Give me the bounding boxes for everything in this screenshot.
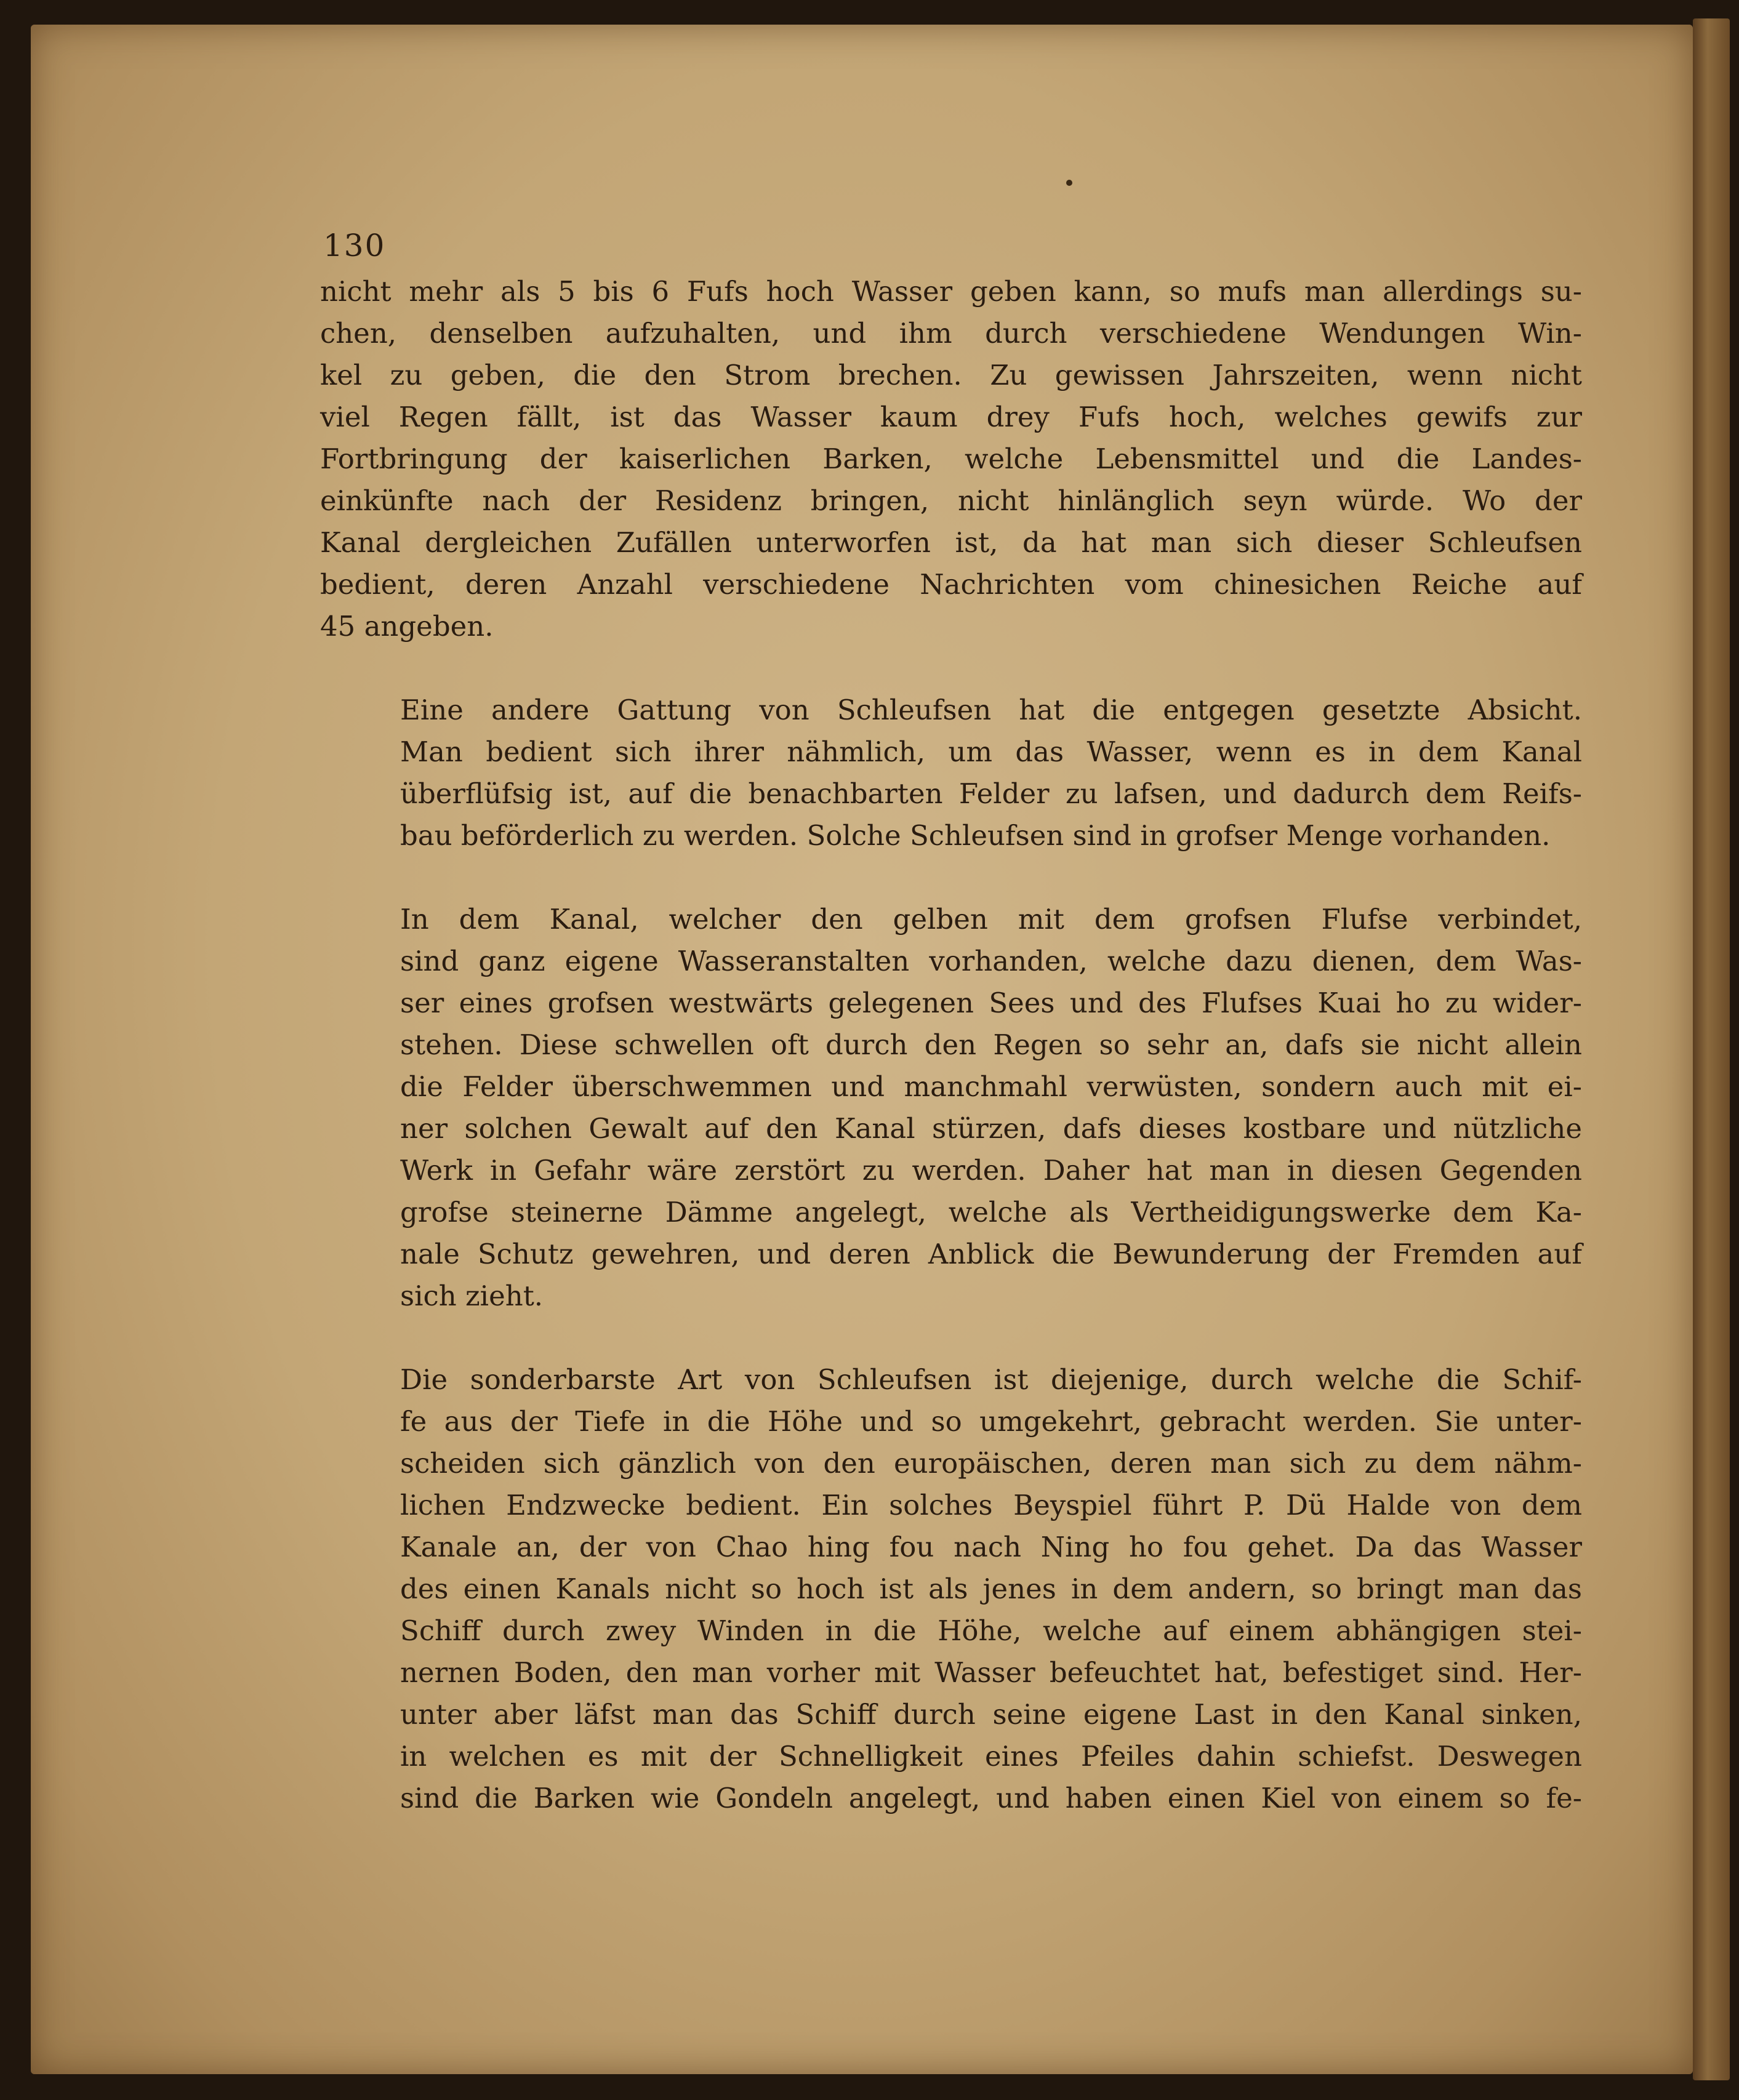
text-line: Die sonderbarste Art von Schleufsen ist diejenige, durch welche die Schif-	[400, 1363, 1582, 1396]
text-line: Fortbringung der kaiserlichen Barken, welche Lebensmittel und die Landes-	[320, 443, 1582, 475]
text-line: sind die Barken wie Gondeln angelegt, und haben einen Kiel von einem so fe-	[400, 1782, 1582, 1814]
text-line: Eine andere Gattung von Schleufsen hat die entgegen gesetzte Absicht.	[400, 694, 1582, 726]
text-line: grofse steinerne Dämme angelegt, welche als Vertheidigungswerke dem Ka-	[400, 1196, 1582, 1228]
text-line: sind ganz eigene Wasseranstalten vorhanden, welche dazu dienen, dem Was-	[400, 945, 1582, 977]
text-line: die Felder überschwemmen und manchmahl verwüsten, sondern auch mit ei-	[400, 1070, 1582, 1103]
text-line: Man bedient sich ihrer nähmlich, um das Wasser, wenn es in dem Kanal	[400, 735, 1582, 768]
paragraph-4	[320, 1359, 1582, 1819]
text-line: des einen Kanals nicht so hoch ist als jenes in dem andern, so bringt man das	[400, 1573, 1582, 1605]
text-line: lichen Endzwecke bedient. Ein solches Beyspiel führt P. Dü Halde von dem	[400, 1489, 1582, 1521]
text-line: sich zieht.	[400, 1280, 544, 1312]
adjacent-page-edge	[1693, 18, 1730, 2080]
text-line: Werk in Gefahr wäre zerstört zu werden. Daher hat man in diesen Gegenden	[400, 1154, 1582, 1187]
text-line: 45 angeben.	[320, 610, 494, 643]
text-line: nale Schutz gewehren, und deren Anblick die Bewunderung der Fremden auf	[400, 1238, 1582, 1270]
text-line: fe aus der Tiefe in die Höhe und so umgekehrt, gebracht werden. Sie unter-	[400, 1405, 1582, 1438]
text-line: nicht mehr als 5 bis 6 Fufs hoch Wasser geben kann, so mufs man allerdings su-	[320, 275, 1582, 308]
text-line: in welchen es mit der Schnelligkeit eines Pfeiles dahin schiefst. Deswegen	[400, 1740, 1582, 1773]
text-line: In dem Kanal, welcher den gelben mit dem grofsen Flufse verbindet,	[400, 903, 1582, 936]
text-line: nernen Boden, den man vorher mit Wasser befeuchtet hat, befestiget sind. Her-	[400, 1656, 1582, 1689]
paragraph-2	[320, 689, 1582, 857]
text-line: Schiff durch zwey Winden in die Höhe, welche auf einem abhängigen stei-	[400, 1614, 1582, 1647]
text-line: Kanale an, der von Chao hing fou nach Ning ho fou gehet. Da das Wasser	[400, 1531, 1582, 1563]
text-line: stehen. Diese schwellen oft durch den Regen so sehr an, dafs sie nicht allein	[400, 1028, 1582, 1061]
page-number: 130	[323, 228, 386, 263]
text-line: überflüfsig ist, auf die benachbarten Felder zu lafsen, und dadurch dem Reifs-	[400, 777, 1582, 810]
text-line: bedient, deren Anzahl verschiedene Nachrichten vom chinesichen Reiche auf	[320, 568, 1582, 601]
text-line: einkünfte nach der Residenz bringen, nicht hinlänglich seyn würde. Wo der	[320, 484, 1582, 517]
text-line: unter aber läfst man das Schiff durch seine eigene Last in den Kanal sinken,	[400, 1698, 1582, 1731]
text-line: kel zu geben, die den Strom brechen. Zu gewissen Jahrszeiten, wenn nicht	[320, 359, 1582, 391]
paragraph-3	[320, 899, 1582, 1317]
text-line: ner solchen Gewalt auf den Kanal stürzen, dafs dieses kostbare und nützliche	[400, 1112, 1582, 1145]
text-line: viel Regen fällt, ist das Wasser kaum drey Fufs hoch, welches gewifs zur	[320, 401, 1582, 433]
paragraph-1	[320, 271, 1582, 647]
text-line: bau beförderlich zu werden. Solche Schleufsen sind in grofser Menge vorhanden.	[400, 819, 1551, 852]
text-line: scheiden sich gänzlich von den europäischen, deren man sich zu dem nähm-	[400, 1447, 1582, 1480]
ink-speck	[1066, 180, 1072, 186]
body-text	[320, 271, 1582, 1819]
text-line: Kanal dergleichen Zufällen unterworfen ist, da hat man sich dieser Schleufsen	[320, 526, 1582, 559]
text-line: ser eines grofsen westwärts gelegenen Sees und des Flufses Kuai ho zu wider-	[400, 987, 1582, 1019]
text-line: chen, denselben aufzuhalten, und ihm durch verschiedene Wendungen Win-	[320, 317, 1582, 350]
